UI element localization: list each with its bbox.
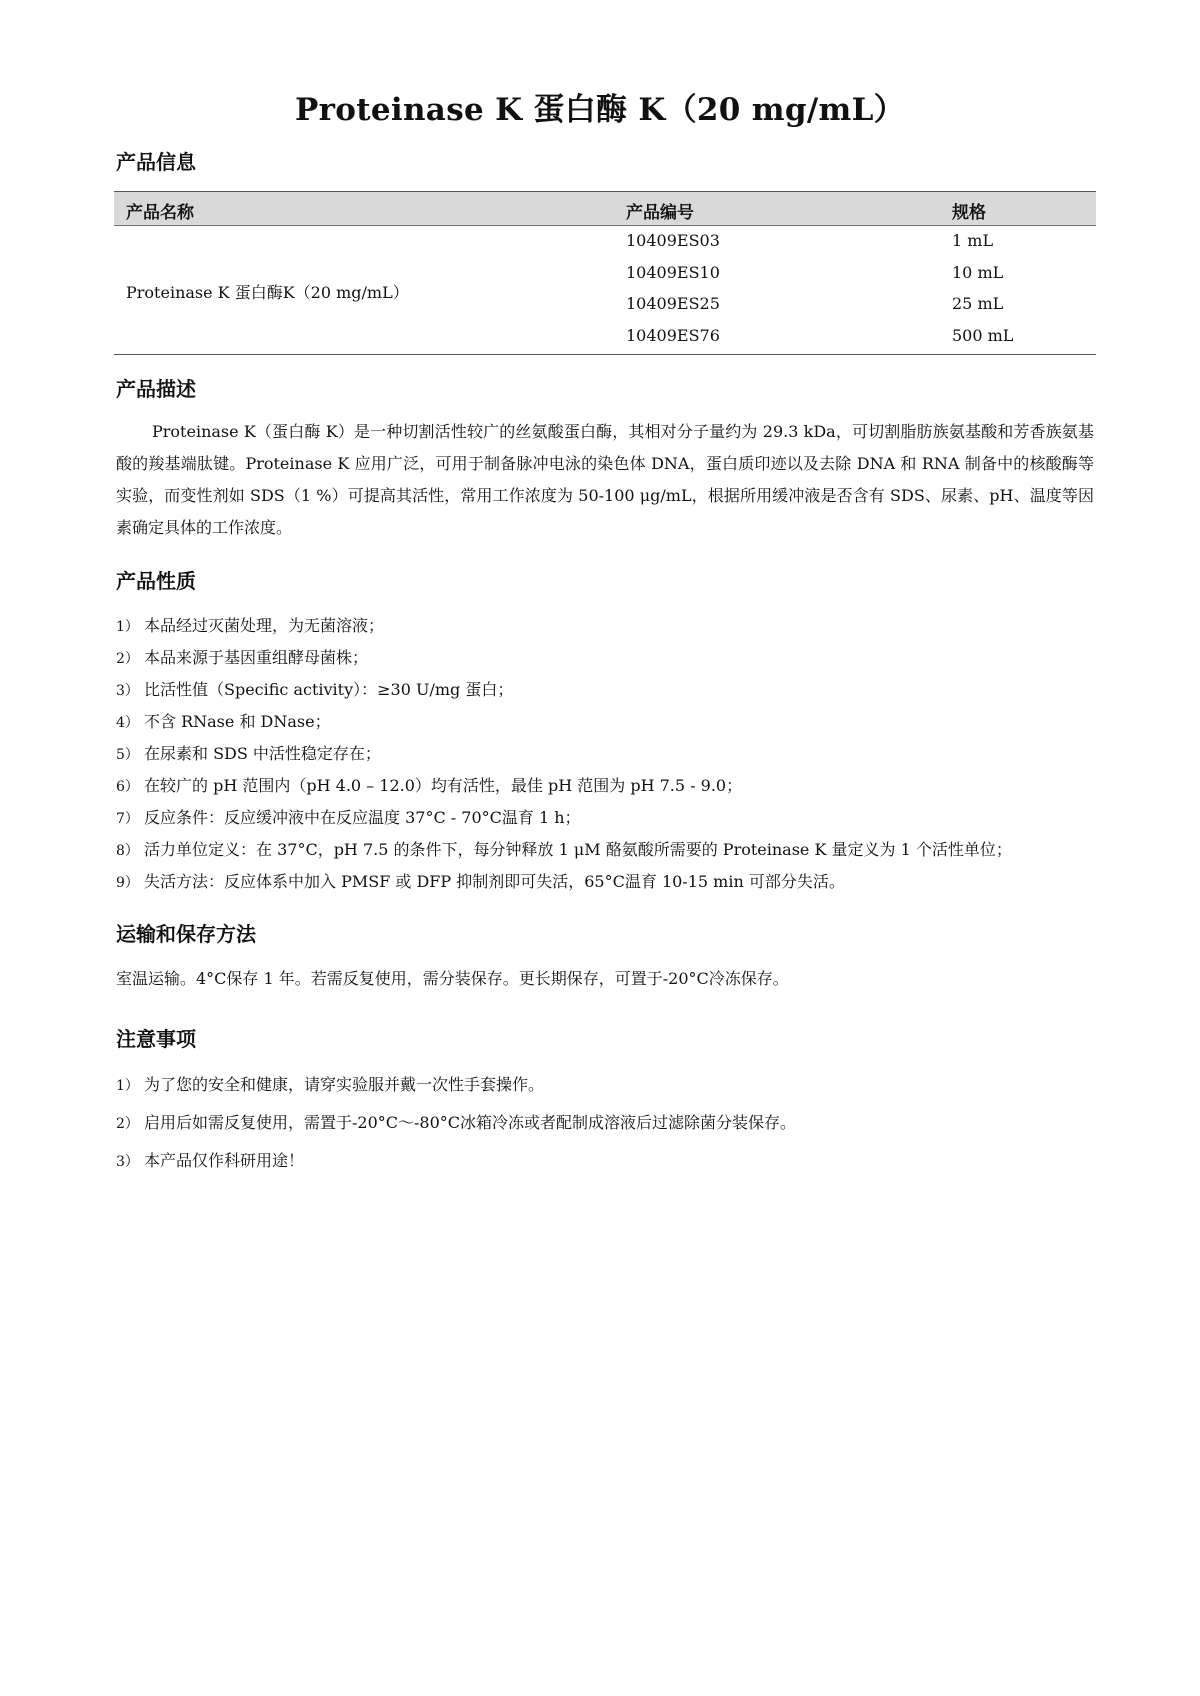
- section-heading-storage: 运输和保存方法: [116, 922, 256, 946]
- product-code-cell: 10409ES25: [626, 294, 720, 313]
- list-item: [116, 610, 1106, 642]
- list-number: 3）: [116, 1154, 139, 1170]
- list-text: 本品经过灭菌处理，为无菌溶液；: [144, 616, 385, 635]
- list-text: 失活方法：反应体系中加入 PMSF 或 DFP 抑制剂即可失活，65°C温育 10-15 min 可部分失活。: [144, 872, 845, 891]
- list-number: 9）: [116, 875, 139, 891]
- size-cell: 500 mL: [952, 326, 1014, 345]
- table-body: [114, 226, 1096, 354]
- section-heading-notes: 注意事项: [116, 1027, 196, 1051]
- list-item: [116, 770, 1106, 802]
- list-item: [116, 802, 1106, 834]
- list-item: [116, 674, 1106, 706]
- list-number: 4）: [116, 715, 139, 731]
- section-heading-properties: 产品性质: [116, 569, 196, 593]
- list-text: 启用后如需反复使用，需置于-20°C～-80°C冰箱冷冻或者配制成溶液后过滤除菌分装保存。: [144, 1113, 797, 1132]
- list-number: 1）: [116, 619, 139, 635]
- product-code-cell: 10409ES03: [626, 231, 720, 250]
- header-size: 规格: [952, 203, 986, 223]
- size-cell: 1 mL: [952, 231, 994, 250]
- header-product-name: 产品名称: [126, 203, 194, 223]
- list-text: 本产品仅作科研用途！: [144, 1151, 305, 1170]
- list-item: [116, 1066, 1106, 1104]
- list-number: 7）: [116, 811, 139, 827]
- list-item: [116, 706, 1106, 738]
- list-number: 2）: [116, 651, 139, 667]
- product-code-cell: 10409ES76: [626, 326, 720, 345]
- list-item: [116, 738, 1106, 770]
- list-number: 6）: [116, 779, 139, 795]
- list-text: 不含 RNase 和 DNase；: [144, 712, 331, 731]
- notes-list: [116, 1066, 1106, 1180]
- list-number: 3）: [116, 683, 139, 699]
- list-number: 2）: [116, 1116, 139, 1132]
- size-cell: 25 mL: [952, 294, 1004, 313]
- list-item: [116, 1104, 1106, 1142]
- list-text: 在较广的 pH 范围内（pH 4.0 – 12.0）均有活性，最佳 pH 范围为 pH 7.5 - 9.0；: [144, 776, 743, 795]
- list-text: 本品来源于基因重组酵母菌株；: [144, 648, 369, 667]
- product-code-cell: 10409ES10: [626, 263, 720, 282]
- list-number: 5）: [116, 747, 139, 763]
- product-name-cell: Proteinase K 蛋白酶K（20 mg/mL）: [126, 283, 409, 302]
- table-row: [114, 263, 1096, 295]
- list-item: [116, 834, 1106, 866]
- properties-list: [116, 610, 1106, 898]
- size-cell: 10 mL: [952, 263, 1004, 282]
- header-product-code: 产品编号: [626, 203, 694, 223]
- list-text: 反应条件：反应缓冲液中在反应温度 37°C - 70°C温育 1 h；: [144, 808, 581, 827]
- table-header: [114, 192, 1096, 226]
- table-row: [114, 231, 1096, 263]
- list-item: [116, 1142, 1106, 1180]
- product-info-table: [114, 191, 1096, 355]
- list-item: [116, 642, 1106, 674]
- list-number: 8）: [116, 843, 139, 859]
- table-row: [114, 326, 1096, 358]
- storage-text: 室温运输。4°C保存 1 年。若需反复使用，需分装保存。更长期保存，可置于-20°C冷冻保存。: [116, 969, 789, 988]
- section-heading-product-info: 产品信息: [116, 150, 196, 174]
- list-text: 在尿素和 SDS 中活性稳定存在；: [144, 744, 381, 763]
- list-number: 1）: [116, 1078, 139, 1094]
- table-row: [114, 294, 1096, 326]
- list-text: 活力单位定义：在 37°C，pH 7.5 的条件下，每分钟释放 1 μM 酪氨酸所需要的 Proteinase K 量定义为 1 个活性单位；: [144, 840, 1012, 859]
- document-title: Proteinase K 蛋白酶 K（20 mg/mL）: [295, 92, 905, 128]
- list-text: 为了您的安全和健康，请穿实验服并戴一次性手套操作。: [144, 1075, 545, 1094]
- list-item: [116, 866, 1106, 898]
- list-text: 比活性值（Specific activity）：≥30 U/mg 蛋白；: [144, 680, 514, 699]
- section-heading-description: 产品描述: [116, 377, 196, 401]
- description-paragraph: Proteinase K（蛋白酶 K）是一种切割活性较广的丝氨酸蛋白酶，其相对分子量约为 29.3 kDa，可切割脂肪族氨基酸和芳香族氨基酸的羧基端肽键。Proteinase K 应用广泛，可用于制备脉冲电泳的染色体 DNA，蛋白质印迹以及去除 DNA 和 RNA 制备中的核酸酶等实验，而变性剂如 SDS（1 %）可提高其活性，常用工作浓度为 50-100 μg/mL，根据所用缓冲液是否含有 SDS、尿素、pH、温度等因素确定具体的工作浓度。: [116, 422, 1094, 537]
